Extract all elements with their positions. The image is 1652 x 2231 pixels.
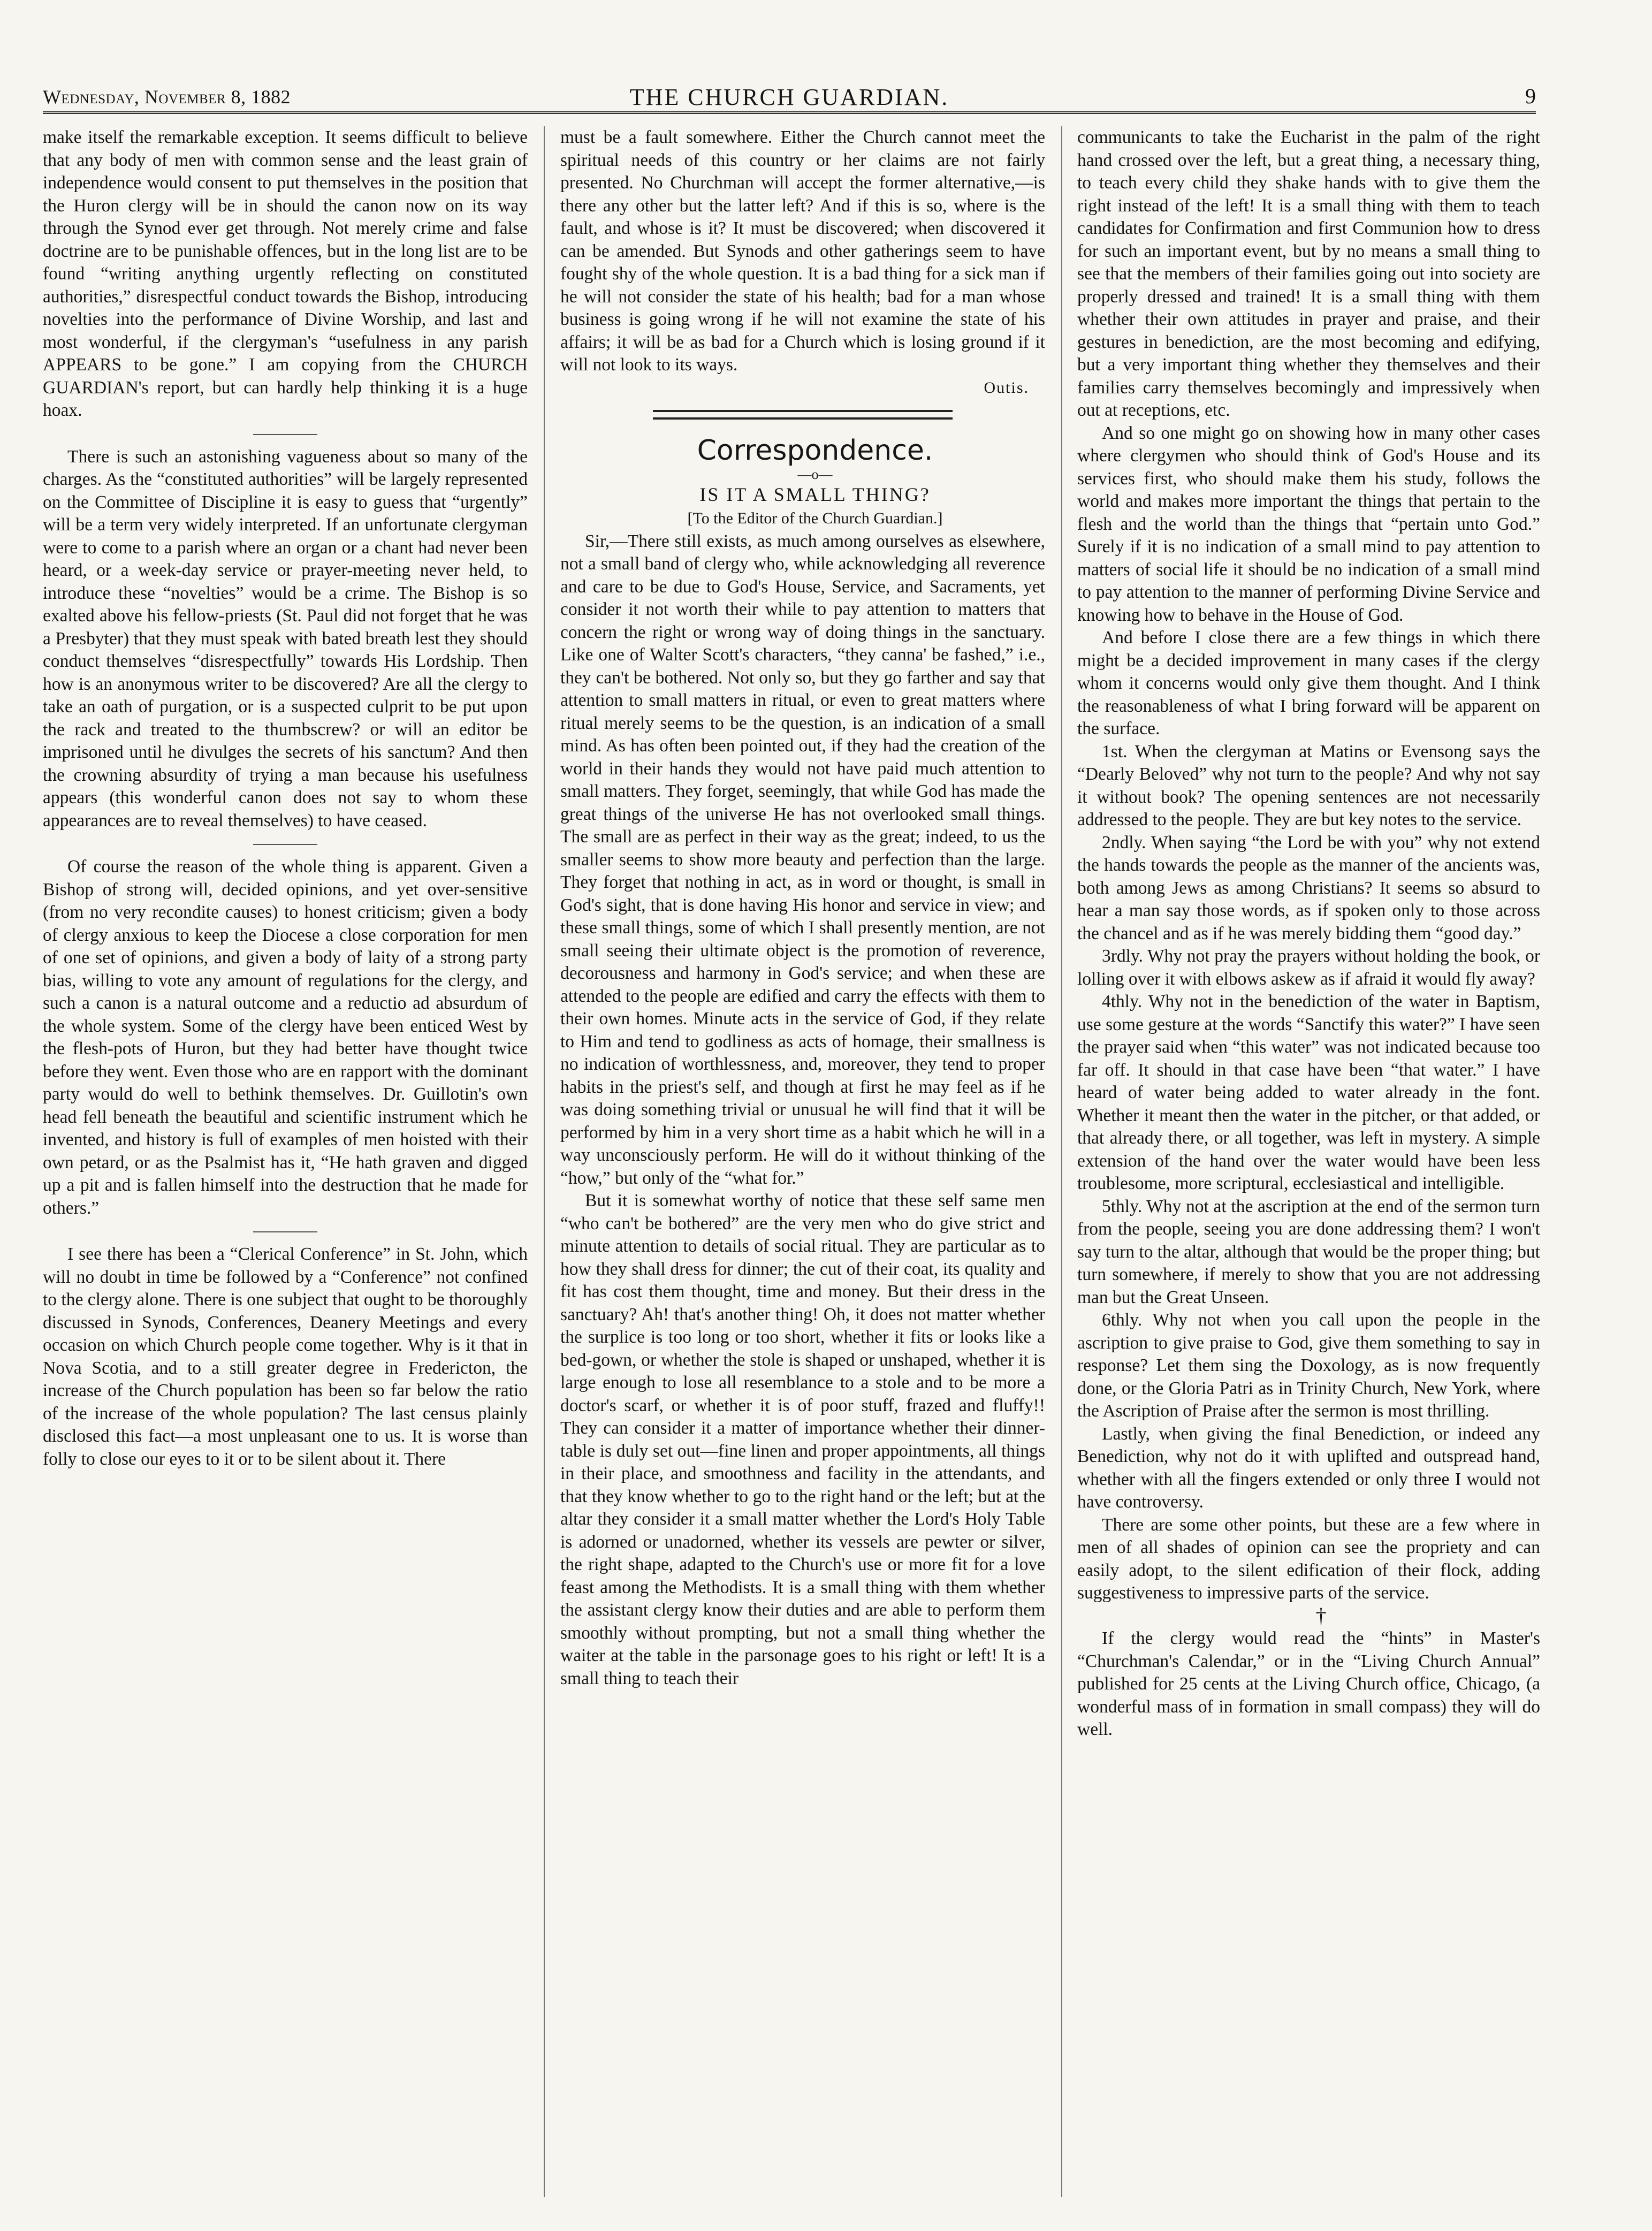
paragraph: If the clergy would read the “hints” in Master's “Churchman's Calendar,” or in the “Living Church Annual” published for 25 cents at the Living Church office, Chicago, (a wonderful mass of in formation in small compass) they will do well. [1077,1628,1540,1739]
paragraph: 3rdly. Why not pray the prayers without holding the book, or lolling over it with elbows askew as if afraid it would fly away? [1077,946,1540,989]
paragraph: Sir,—There still exists, as much among ourselves as elsewhere, not a small band of clergy who, while acknowledging all reverence and care to be due to God's House, Service, and Sacraments, yet consider it not worth their while to pay attention to matters that concern the right or wrong way of doing things in the sanctuary. Like one of Walter Scott's characters, “they canna' be fashed,” i.e., they can't be bothered. Not only so, but they go farther and say that attention to small matters in ritual, or even to great matters where ritual merely seems to be the question, is an indication of a small mind. As has often been pointed out, if they had the creation of the world in their hands they would not have paid much attention to small matters. They forget, seemingly, that while God has made the great things of the universe He has not overlooked small things. The small are as perfect in their way as the great; indeed, to us the smaller seems to show more beauty and perfection than the large. They forget that nothing in act, as in word or thought, is small in God's sight, that is done having His honor and service in view; and these small things, some of which I shall presently mention, are not small seeing their ultimate object is the promotion of reverence, decorousness and harmony in God's service; and when these are attended to the people are edified and carry the effects with them to their own homes. Minute acts in the service of God, if they relate to Him and tend to godliness as acts of homage, their smallness is no indication of worthlessness, and, moreover, they tend to proper habits in the priest's self, and though at first he may feel as if he was doing something trivial or unusual he will find that it will be performed by him in a very short time as a habit which he will in a way unconsciously perform. He will do it without thinking of the “how,” but only of the “what for.” [560,531,1045,1188]
paragraph: There is such an astonishing vagueness about so many of the charges. As the “constituted authorities” will be largely represented on the Committee of Discipline it is easy to guess that “urgently” will be a term very widely interpreted. If an unfortunate clergyman were to come to a parish where an organ or a chant had never been heard, or a week-day service or prayer-meeting never held, to introduce these “novelties” would be a crime. The Bishop is so exalted above his fellow-priests (St. Paul did not forget that he was a Presbyter) that they must speak with bated breath lest they should conduct themselves “disrespectfully” towards His Lordship. Then how is an anonymous writer to be discovered? Are all the clergy to take an oath of purgation, or is a suspected culprit to be put upon the rack and treated to the thumbscrew? or will an editor be imprisoned until he divulges the secrets of his sanctum? And then the crowning absurdity of trying a man because his usefulness appears (this wonderful canon does not say to whom these appearances are to reveal themselves) to have ceased. [43,446,528,831]
column-2 [560,126,1045,2197]
paragraph: 4thly. Why not in the benediction of the water in Baptism, use some gesture at the words “Sanctify this water?” I have seen the prayer said when “this water” was not indicated because too far off. It should in that case have been “that water.” I have heard of water being added to water already in the font. Whether it meant then the water in the pitcher, or that added, or that already there, or all together, was left in mystery. A simple extension of the hand over the water would have been less troublesome, more scriptural, ecclesiastical and intelligible. [1077,992,1540,1193]
column-3 [1077,126,1540,2197]
paragraph: And so one might go on showing how in many other cases where clergymen who should think of God's House and its services first, who should make them his study, follows the world and makes more important the things that pertain to the flesh and the world than the things that “pertain unto God.” Surely if it is no indication of a small mind to pay attention to matters of social life it should be no indication of a small mind to pay attention to the manner of performing Divine Service and knowing how to behave in the House of God. [1077,423,1540,625]
newspaper-title: THE CHURCH GUARDIAN. [629,84,949,110]
issue-date: Wednesday, November 8, 1882 [43,86,291,108]
masthead-rule [43,111,1536,114]
paragraph: There are some other points, but these are a few where in men of all shades of opinion can see the propriety and can easily adopt, to the silent edification of their flock, adding suggestiveness to impressive parts of the service. [1077,1514,1540,1603]
column-rule [1061,126,1062,2197]
paragraph: communicants to take the Eucharist in the palm of the right hand crossed over the left, but a great thing, a necessary thing, to teach every child they shake hands with to give them the right instead of the left! It is a small thing with them to teach candidates for Confirmation and first Communion how to dress for such an important event, but by no means a small thing to see that the members of their families going out into society are properly dressed and trained! It is a small thing with them whether their own attitudes in prayer and praise, and their gestures in benediction, are the most becoming and edifying, but a very important thing whether they themselves and their families carry themselves becomingly and impressively when out at receptions, etc. [1077,127,1540,420]
paragraph: Lastly, when giving the final Benediction, or indeed any Benediction, why not do it with uplifted and outspread hand, whether with all the fingers extended or only three I would not have controversy. [1077,1423,1540,1512]
paragraph: 1st. When the clergyman at Matins or Evensong says the “Dearly Beloved” why not turn to the people? And why not say it without book? The opening sentences are not necessarily addressed to the people. They are but key notes to the service. [1077,741,1540,829]
paragraph: make itself the remarkable exception. It seems difficult to believe that any body of men with common sense and the least grain of independence would consent to put themselves in the position that the Huron clergy will be in should the canon now on its way through the Synod ever get through. Not merely crime and false doctrine are to be punishable offences, but in the long list are to be found “writing anything urgently reflecting on constituted authorities,” disrespectful conduct towards the Bishop, introducing novelties into the performance of Divine Worship, and last and most wonderful, if the clergyman's “usefulness in any parish APPEARS to be gone.” I am copying from the CHURCH GUARDIAN's report, but can hardly help thinking it is a huge hoax. [43,127,528,420]
signature: Outis. [984,378,1029,397]
paragraph: 6thly. Why not when you call upon the people in the ascription to give praise to God, give them something to say in response? Let them sing the Doxology, as is now frequently done, or the Gloria Patri as in Trinity Church, New York, where the Ascription of Praise after the sermon is most thrilling. [1077,1310,1540,1421]
section-heading: Correspondence. [697,435,933,467]
column-rule [544,126,545,2197]
paragraph: I see there has been a “Clerical Conference” in St. John, which will no doubt in time be followed by a “Conference” not confined to the clergy alone. There is one subject that ought to be thoroughly discussed in Synods, Conferences, Deanery Meetings and every occasion on which Church people come together. Why is it that in Nova Scotia, and to a still greater degree in Fredericton, the increase of the Church population has been so far below the ratio of the increase of the whole population? The last census plainly disclosed this fact—a most unpleasant one to us. It is worse than folly to close our eyes to it or to be silent about it. There [43,1244,528,1469]
ornament-separator: —o— [797,467,833,482]
dagger-mark: † [1315,1603,1327,1628]
page-number: 9 [1525,84,1536,108]
paragraph: must be a fault somewhere. Either the Church cannot meet the spiritual needs of this country or her claims are not fairly presented. No Churchman will accept the former alternative,—is there any other but the latter left? And if this is so, where is the fault, and whose is it? It must be discovered; when discovered it can be amended. But Synods and other gatherings seem to have fought shy of the whole question. It is a bad thing for a sick man if he will not consider the state of his health; bad for a man whose business is going wrong if he will not examine the state of his affairs; it will be as bad for a Church which is losing ground if it will not look to its ways. [560,127,1045,375]
editor-line: [To the Editor of the Church Guardian.] [687,509,943,527]
section-divider [253,844,317,845]
masthead [43,80,1536,118]
paragraph: But it is somewhat worthy of notice that these self same men “who can't be bothered” are the very men who do give strict and minute attention to details of social ritual. They are particular as to how they shall dress for dinner; the cut of their coat, its quality and fit has cost them thought, time and money. But their dress in the sanctuary? Ah! that's another thing! Oh, it does not matter whether the surplice is too long or too short, whether it fits or looks like a bed-gown, or whether the stole is shaped or unshaped, whether it is large enough to lose all resemblance to a stole and to be more a doctor's scarf, or whether it is of poor stuff, frazed and fluffy!! They can consider it a matter of importance whether their dinner-table is duly set out—fine linen and proper appointments, all things in their place, and smoothness and facility in the attendants, and that they know whether to go to the right hand or the left; but at the altar they consider it a small matter whether the Lord's Holy Table is adorned or unadorned, whether its vessels are pewter or silver, the right shape, adapted to the Church's use or more fit for a love feast among the Methodists. It is a small thing with them whether the assistant clergy know their duties and are able to perform them smoothly without prompting, but not a small thing whether the waiter at the table in the parsonage goes to his right or left! It is a small thing to teach their [560,1191,1045,1688]
paragraph: 2ndly. When saying “the Lord be with you” why not extend the hands towards the people as the manner of the ancients was, both among Jews as among Christians? It seems so absurd to hear a man say those words, as if spoken only to those across the chancel and as if he was merely bidding them “good day.” [1077,832,1540,943]
column-1 [43,126,528,2197]
paragraph: Of course the reason of the whole thing is apparent. Given a Bishop of strong will, decided opinions, and yet over-sensitive (from no very recondite causes) to honest criticism; given a body of clergy anxious to keep the Diocese a close corporation for men of one set of opinions, and given a body of laity of a strong party bias, willing to vote any amount of regulations for the clergy, and such a canon is a natural outcome and a reductio ad absurdum of the whole system. Some of the clergy have been enticed West by the flesh-pots of Huron, but they had better have thought twice before they went. Even those who are en rapport with the dominant party would do well to bethink themselves. Dr. Guillotin's own head fell beneath the beautiful and scientific instrument which he invented, and history is full of examples of men hoisted with their own petard, or as the Psalmist has it, “He hath graven and digged up a pit and is fallen himself into the destruction that he made for others.” [43,857,528,1218]
paragraph: 5thly. Why not at the ascription at the end of the sermon turn from the people, seeing you are done addressing them? I won't say turn to the altar, although that would be the proper thing; but turn somewhere, if merely to show that you are not addressing man but the Great Unseen. [1077,1196,1540,1307]
heavy-divider [653,410,953,420]
article-title: IS IT A SMALL THING? [699,484,931,505]
section-divider [253,1231,317,1232]
section-divider [253,434,317,435]
paragraph: And before I close there are a few things in which there might be a decided improvement in many cases if the clergy whom it concerns would only give them thought. And I think the reasonableness of what I bring forward will be apparent on the surface. [1077,628,1540,738]
